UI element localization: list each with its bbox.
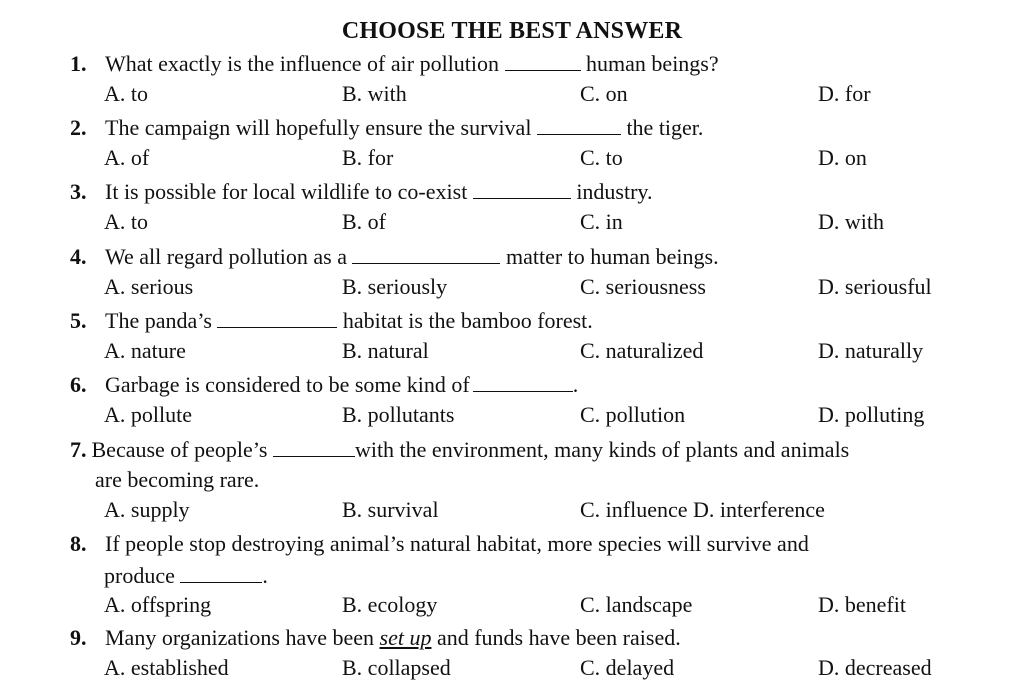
answer-blank[interactable] [180, 561, 262, 583]
answer-blank[interactable] [273, 435, 355, 457]
question-9 [70, 624, 681, 652]
question-text: Many organizations have been [105, 625, 375, 650]
option-a[interactable]: A. to [104, 209, 148, 234]
question-text: Because of people’s [91, 437, 268, 462]
option-a[interactable]: A. supply [104, 497, 190, 522]
question-text: matter to human beings. [505, 244, 719, 269]
option-c[interactable]: C. to [580, 145, 623, 170]
question-number: 6. [70, 372, 87, 397]
question-number: 9. [70, 625, 87, 650]
option-a[interactable]: A. pollute [104, 402, 192, 427]
question-number: 4. [70, 244, 87, 269]
option-c[interactable]: C. on [580, 81, 628, 106]
question-text: It is possible for local wildlife to co-exist [105, 179, 468, 204]
answer-blank[interactable] [473, 177, 571, 199]
option-b[interactable]: B. survival [342, 497, 439, 522]
option-a[interactable]: A. of [104, 145, 150, 170]
option-a[interactable]: A. serious [104, 274, 194, 299]
question-1 [70, 49, 719, 78]
option-d[interactable]: D. seriousful [818, 274, 932, 299]
underlined-phrase: set up [379, 625, 432, 650]
page-title: CHOOSE THE BEST ANSWER [341, 18, 683, 44]
question-6 [70, 370, 578, 399]
option-d[interactable]: D. benefit [818, 592, 906, 617]
question-8 [70, 530, 809, 558]
answer-blank[interactable] [352, 242, 500, 264]
option-d[interactable]: D. with [818, 209, 884, 234]
option-a[interactable]: A. nature [104, 338, 186, 363]
option-d[interactable]: D. decreased [818, 655, 932, 680]
question-number: 8. [70, 531, 87, 556]
option-b[interactable]: B. with [342, 81, 407, 106]
question-2 [70, 113, 703, 142]
question-text: industry. [576, 179, 653, 204]
option-d[interactable]: D. naturally [818, 338, 924, 363]
option-b[interactable]: B. pollutants [342, 402, 455, 427]
option-c[interactable]: C. landscape [580, 592, 693, 617]
option-c[interactable]: C. in [580, 209, 623, 234]
option-c[interactable]: C. pollution [580, 402, 686, 427]
option-c[interactable]: C. delayed [580, 655, 675, 680]
answer-blank[interactable] [473, 370, 573, 392]
question-number: 5. [70, 308, 87, 333]
question-text: the tiger. [626, 115, 704, 140]
question-3 [70, 177, 653, 206]
question-5 [70, 306, 593, 335]
question-text: and funds have been raised. [436, 625, 681, 650]
option-d[interactable]: D. on [818, 145, 867, 170]
question-8-continuation [104, 561, 268, 590]
option-b[interactable]: B. seriously [342, 274, 448, 299]
question-text: . [262, 563, 268, 588]
question-text: with the environment, many kinds of plants and animals [354, 437, 850, 462]
option-b[interactable]: B. collapsed [342, 655, 451, 680]
answer-blank[interactable] [537, 113, 621, 135]
question-text: We all regard pollution as a [105, 244, 347, 269]
option-b[interactable]: B. of [342, 209, 386, 234]
question-7 [70, 435, 849, 464]
question-text: The campaign will hopefully ensure the survival [105, 115, 532, 140]
option-c-d[interactable]: C. influence D. interference [580, 497, 825, 522]
answer-blank[interactable] [505, 49, 581, 71]
option-b[interactable]: B. natural [342, 338, 429, 363]
question-number: 1. [70, 51, 87, 76]
question-text: produce [104, 563, 175, 588]
question-text: habitat is the bamboo forest. [342, 308, 593, 333]
option-a[interactable]: A. established [104, 655, 229, 680]
option-b[interactable]: B. ecology [342, 592, 438, 617]
option-a[interactable]: A. to [104, 81, 148, 106]
option-a[interactable]: A. offspring [104, 592, 212, 617]
question-text: . [572, 372, 579, 397]
question-7-continuation: are becoming rare. [95, 467, 260, 492]
question-text: human beings? [586, 51, 719, 76]
question-number: 7. [70, 437, 87, 462]
question-text: The panda’s [105, 308, 212, 333]
question-text: Garbage is considered to be some kind of [105, 372, 470, 397]
question-text: If people stop destroying animal’s natural habitat, more species will survive and [105, 531, 809, 556]
question-number: 3. [70, 179, 87, 204]
option-d[interactable]: D. for [818, 81, 871, 106]
option-b[interactable]: B. for [342, 145, 394, 170]
answer-blank[interactable] [217, 306, 337, 328]
question-text: What exactly is the influence of air pollution [105, 51, 500, 76]
option-d[interactable]: D. polluting [818, 402, 925, 427]
question-number: 2. [70, 115, 87, 140]
option-c[interactable]: C. seriousness [580, 274, 706, 299]
question-4 [70, 242, 719, 271]
option-c[interactable]: C. naturalized [580, 338, 704, 363]
